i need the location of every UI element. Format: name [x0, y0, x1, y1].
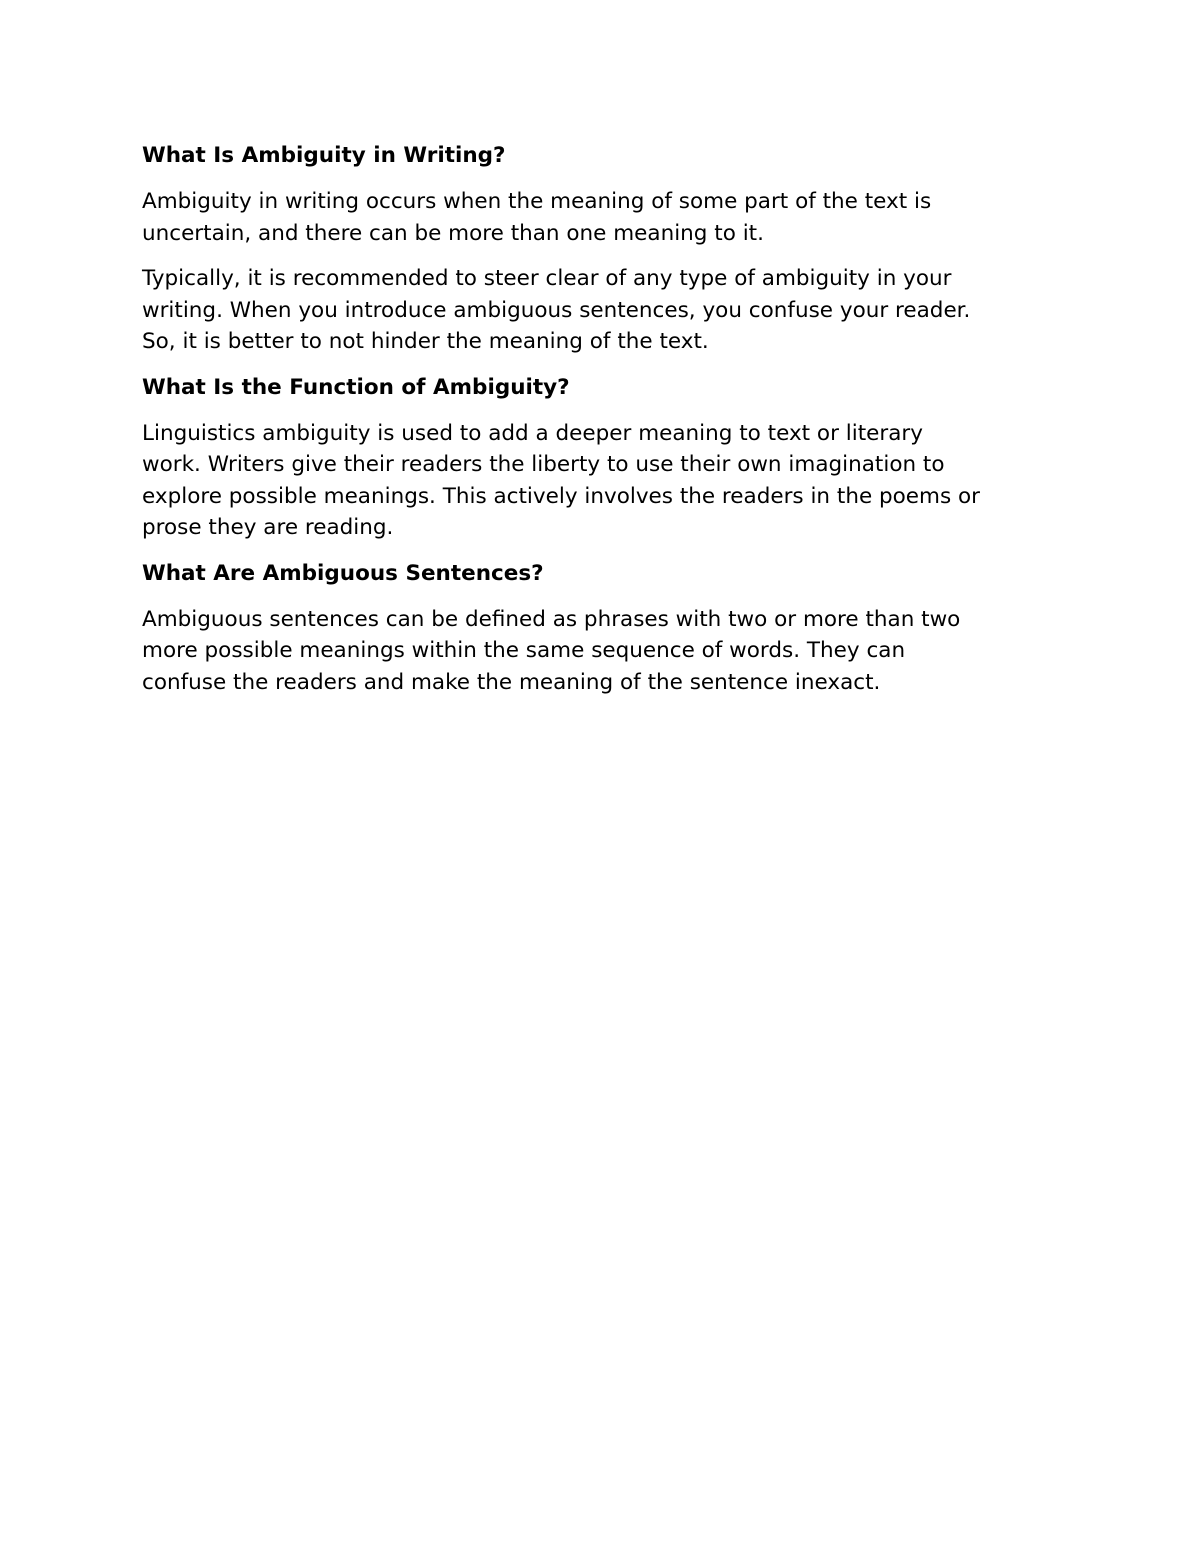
text-line: explore possible meanings. This actively involves the readers in the poems or [142, 483, 981, 509]
text-line: writing. When you introduce ambiguous sentences, you confuse your reader. [142, 297, 971, 323]
text-line: Linguistics ambiguity is used to add a deeper meaning to text or literary [142, 420, 923, 446]
paragraph-ambiguous-sentences [142, 604, 1072, 699]
paragraph-recommendation [142, 263, 1072, 358]
text-line: So, it is better to not hinder the meaning of the text. [142, 329, 709, 354]
text-line: uncertain, and there can be more than one meaning to it. [142, 220, 764, 246]
paragraph-definition [142, 186, 1072, 249]
text-line: Typically, it is recommended to steer clear of any type of ambiguity in your [142, 266, 952, 291]
text-line: work. Writers give their readers the liberty to use their own imagination to [142, 452, 945, 477]
section-heading-function-of-ambiguity: What Is the Function of Ambiguity? [142, 374, 570, 400]
text-line: prose they are reading. [142, 515, 394, 540]
text-line: more possible meanings within the same sequence of words. They can [142, 638, 906, 663]
text-line: Ambiguity in writing occurs when the meaning of some part of the text is [142, 189, 932, 214]
text-line: Ambiguous sentences can be defined as phrases with two or more than two [142, 606, 961, 632]
paragraph-function [142, 418, 1072, 544]
section-heading-ambiguous-sentences: What Are Ambiguous Sentences? [142, 560, 544, 586]
document-body [142, 140, 1072, 712]
text-line: confuse the readers and make the meaning of the sentence inexact. [142, 669, 881, 695]
section-heading-ambiguity-in-writing: What Is Ambiguity in Writing? [142, 143, 506, 168]
